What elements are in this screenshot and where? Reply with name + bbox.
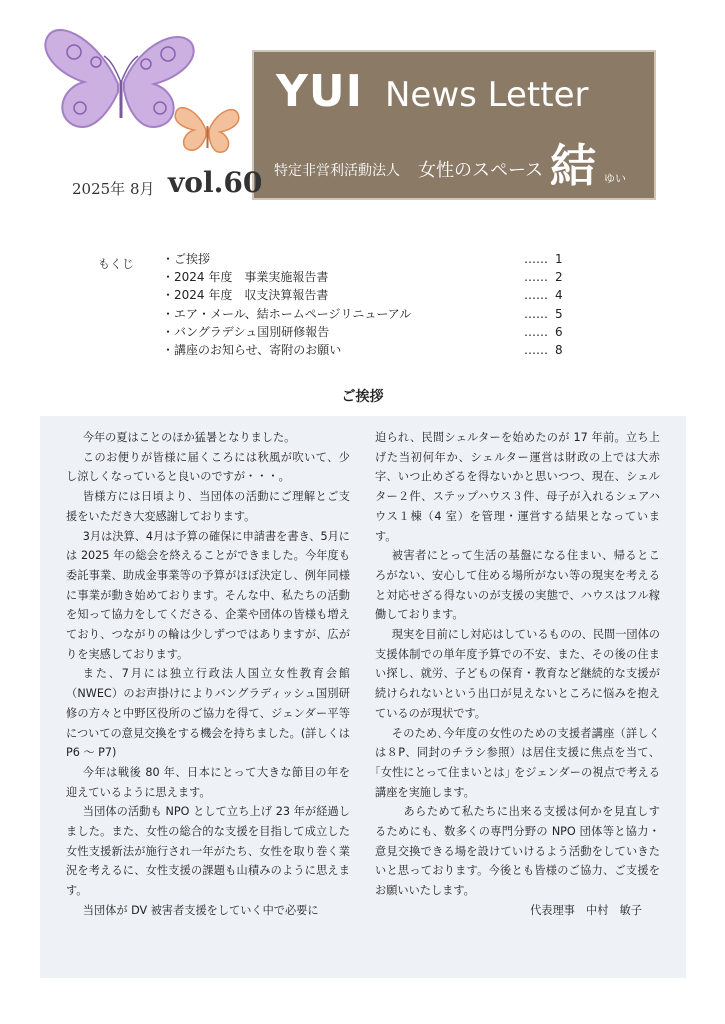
article-paragraph: そのため､今年度の女性のための支援者講座（詳しくは８P、同封のチラシ参照）は居住支援に焦点を当て、｢女性にとって住まいとは｣ をジェンダーの視点で考える講座を実施します。 (375, 726, 660, 799)
article-paragraph: 今年は戦後 80 年、日本にとって大きな節目の年を迎えているように思えます。 (66, 765, 350, 799)
toc-item-dots: …… (524, 288, 548, 303)
article-column-right (375, 428, 660, 921)
toc-item-dots: …… (524, 270, 548, 285)
article-paragraph: このお便りが皆様に届くころには秋風が吹いて、少し涼しくなっていると良いのですが・・・。 (66, 450, 350, 484)
newsletter-header (252, 50, 656, 200)
article-paragraph: 3月は決算、4月は予算の確保に申請書を書き、5月には 2025 年の総会を終えることができました。今年度も委託事業、助成金事業等の予算がほぼ決定し、例年同様に事業が動き始めております。そんな中、私たちの活動を知って協力をしてくださる、企業や団体の皆様も増えており、つながりの輪は少しずつではありますが、広がりを実感しております。 (66, 529, 350, 661)
toc-item-title: ・エア・メール、結ホームページリニューアル (162, 306, 412, 321)
toc-item (162, 250, 582, 268)
article-paragraph: 当団体の活動も NPO として立ち上げ 23 年が経過しました。また、女性の総合的な支援を目指して成立した女性支援新法が施行され一年がたち、女性を取り巻く業況を考えるに、女性支援の課題も山積みのように思えます。 (66, 805, 350, 898)
org-name: 女性のスペース (418, 160, 544, 181)
toc-item-title: ・講座のお知らせ、寄附のお願い (162, 342, 342, 357)
article-paragraph: 皆様方には日頃より、当団体の活動にご理解とご支援をいただき大変感謝しております。 (66, 490, 350, 523)
toc-item (162, 341, 582, 359)
article-column-left (66, 428, 350, 921)
section-title: ご挨拶 (341, 389, 384, 405)
toc-item-dots: …… (524, 342, 548, 357)
issue-volume: vol.60 (168, 166, 263, 199)
toc-item-page: 5 (555, 306, 563, 321)
toc-item-dots: …… (524, 252, 548, 266)
article-paragraph: また、7月には独立行政法人国立女性教育会館（NWEC）のお声掛けによりバングラディッシュ国別研修の方々と中野区役所のご協力を得て、ジェンダー平等についての意見交換をする機会を持ちました。(詳しくは P6 ～ P7) (66, 667, 350, 760)
article-paragraph: 今年の夏はことのほか猛暑となりました。 (82, 431, 296, 444)
org-kanji-ruby: ゆい (604, 172, 626, 185)
toc-item-page: 6 (555, 324, 563, 339)
toc-item (162, 268, 582, 286)
org-kanji: 結 (550, 139, 596, 193)
article-paragraph: あらためて私たちに出来る支援は何かを見直しするためにも、数多くの専門分野の NPO 団体等と協力・意見交換できる場を設けていけるよう活動をしていきたいと思っております。今後とも皆様のご協力、ご支援をお願いいたします。 (375, 805, 660, 898)
toc-item (162, 286, 582, 304)
title-main: YUI (276, 66, 363, 117)
toc-item-title: ・2024 年度 収支決算報告書 (162, 288, 329, 303)
newsletter-title (276, 66, 588, 117)
article-paragraph: 現実を目前にし対応はしているものの、民間一団体の支援体制での単年度予算での不安、また、その後の住まい探し、就労、子どもの保育・教育など継続的な支援が続けられないという出口が見えないところに悩みを抱えているのが現状です。 (375, 628, 660, 720)
article-paragraph-continued: 迫られ、民間シェルターを始めたのが 17 年前。立ち上げた当初何年か、シェルター運営は財政の上では大赤字、いつ止めざるを得ないかと思いつつ、現在、シェルター２件、ステップハウス３件、母子が入れるシェアハウス１棟（4 室）を管理・運営する結果となっています。 (375, 431, 660, 543)
title-sub: News Letter (384, 75, 589, 115)
article-paragraph: 被害者にとって生活の基盤になる住まい、帰るところがない、安心して住める場所がない等の現実を考えると対応せざる得ないのが支援の実態で、ハウスはフル稼働しております。 (375, 549, 660, 622)
toc-item-page: 1 (555, 252, 563, 266)
article-paragraph: 当団体が DV 被害者支援をしていく中で必要に (82, 903, 319, 917)
toc-item-page: 8 (555, 342, 563, 357)
toc-item-page: 4 (555, 288, 563, 303)
butterfly-small-icon (172, 100, 242, 158)
toc-item (162, 323, 582, 341)
toc-label: もくじ (98, 257, 135, 271)
toc-item-dots: …… (524, 306, 548, 321)
signature: 代表理事 中村 敏子 (530, 903, 642, 917)
toc-item-title: ・バングラデシュ国別研修報告 (162, 324, 330, 339)
org-type: 特定非営利活動法人 (274, 163, 400, 179)
issue-date: 2025年 8月 (72, 180, 155, 198)
toc-item-title: ・ご挨拶 (162, 252, 211, 266)
toc-item-dots: …… (524, 324, 548, 339)
toc-item-page: 2 (555, 270, 563, 285)
toc-item (162, 305, 582, 323)
table-of-contents (162, 250, 582, 359)
toc-item-title: ・2024 年度 事業実施報告書 (162, 270, 329, 285)
